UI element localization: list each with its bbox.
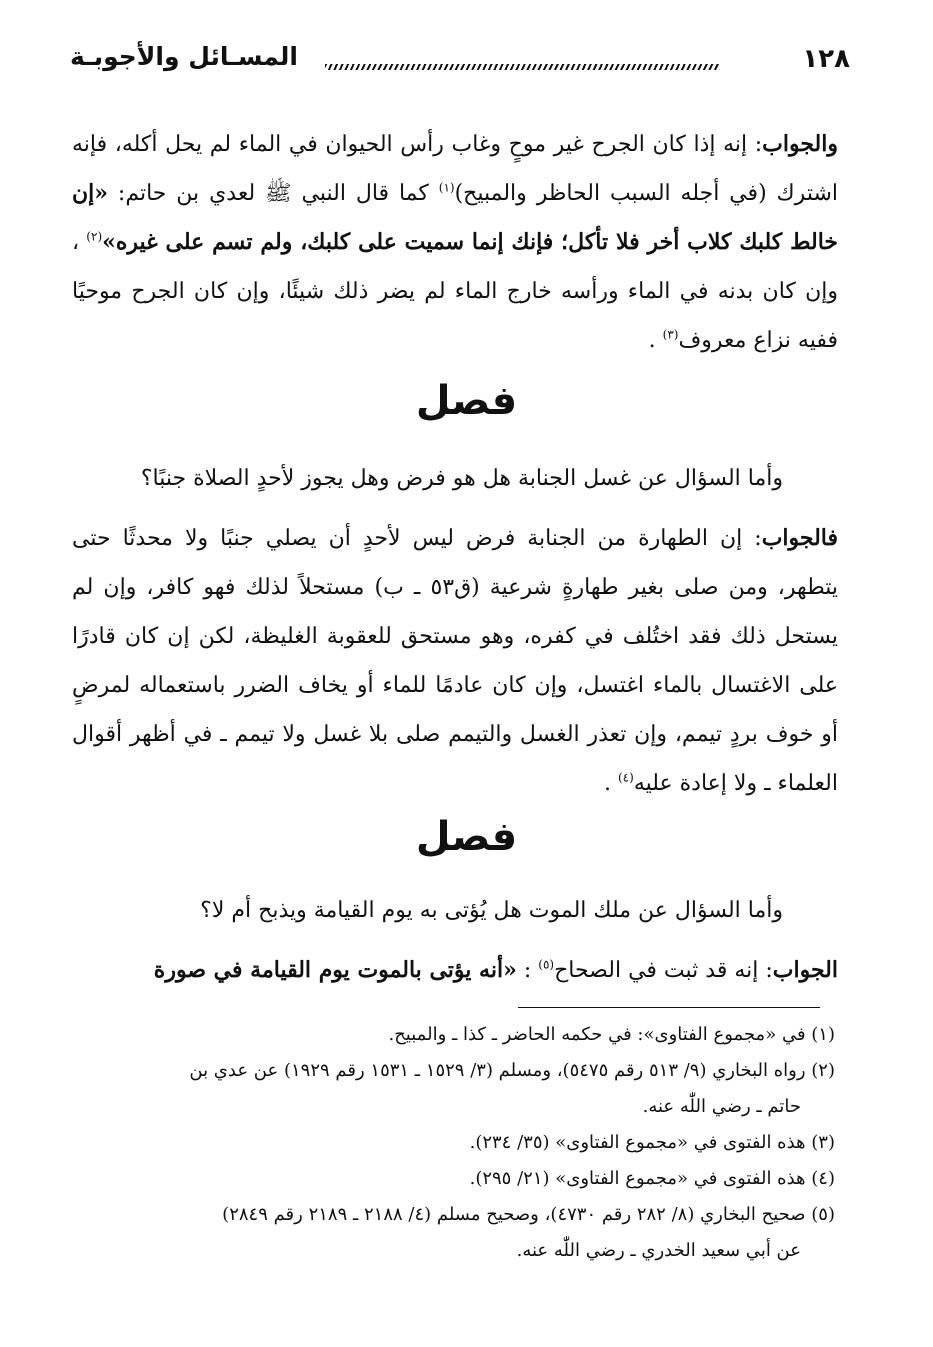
paragraph-text: . (603, 771, 618, 796)
footnotes-list (65, 1017, 835, 1269)
hadith-quote: «أنه يؤتى بالموت يوم القيامة في صورة (153, 957, 517, 983)
running-title: المسـائل والأجوبـة (70, 42, 299, 71)
footnote-ref-1[interactable]: (١) (438, 180, 455, 195)
footnote-item: (٣) هذه الفتوى في «مجموع الفتاوى» (٣٥/ ٢٣٤). (469, 1132, 835, 1153)
answer-paragraph-hunting (72, 120, 838, 365)
footnote-item: (٥) صحيح البخاري (٨/ ٢٨٢ رقم ٤٧٣٠)، وصحيح مسلم (٤/ ٢١٨٨ ـ ٢١٨٩ رقم ٢٨٤٩) (222, 1204, 835, 1225)
footnote-item-continuation: حاتم ـ رضي اللّٰه عنه. (642, 1096, 801, 1117)
paragraph-text: : (516, 958, 539, 983)
paragraph-text: : إنه إذا كان الجرح غير موحٍ وغاب رأس الحيوان في الماء لم يحل أكله، فإنه اشترك (في أجله السبب الحاظر والمبيح) (72, 132, 839, 206)
question-text: وأما السؤال عن غسل الجنابة هل هو فرض وهل يجوز لأحدٍ الصلاة جنبًا؟ (140, 466, 783, 491)
question-text: وأما السؤال عن ملك الموت هل يُؤتى به يوم القيامة ويذبح أم لا؟ (200, 898, 783, 923)
page-number: ١٢٨ (802, 44, 850, 74)
section-heading: فصل (415, 378, 518, 424)
paragraph-text: : إن الطهارة من الجنابة فرض ليس لأحدٍ أن يصلي جنبًا ولا محدثًا حتى يتطهر، ومن صلى بغير طهارةٍ شرعية (ق٥٣ ـ ب) مستحلاً لذلك فهو كافر، وإن لم يستحل ذلك فقد اختُلف في كفره، وهو مستحق للعقوبة الغليظة، لكن إن كان قادرًا على الاغتسال بالماء اغتسل، وإن كان عادمًا للماء أو يخاف الضرر باستعماله لمرضٍ أو خوف بردٍ تيمم، وإن تعذر الغسل والتيمم صلى بلا غسل ولا تيمم ـ في أظهر أقوال العلماء ـ ولا إعادة عليه (72, 526, 838, 796)
hadith-quote: «إن خالط كلبك كلاب أخر فلا تأكل؛ فإنك إنما سميت على كلبك، ولم تسم على غيره» (72, 180, 839, 255)
footnote-item: (٢) رواه البخاري (٩/ ٥١٣ رقم ٥٤٧٥)، ومسلم (٣/ ١٥٢٩ ـ ١٥٣١ رقم ١٩٢٩) عن عدي بن (189, 1060, 835, 1081)
footnote-item-continuation: عن أبي سعيد الخدري ـ رضي اللّٰه عنه. (516, 1240, 801, 1261)
footnote-item: (٤) هذه الفتوى في «مجموع الفتاوى» (٢١/ ٢٩٥). (469, 1168, 835, 1189)
paragraph-text: . (648, 328, 663, 353)
header-decorative-rule (325, 64, 720, 70)
page-header (70, 40, 850, 90)
answer-lead: الجواب (772, 957, 838, 983)
paragraph-text: : إنه قد ثبت في الصحاح (554, 958, 773, 983)
footnote-separator (518, 1007, 820, 1008)
answer-paragraph-death (72, 946, 838, 995)
answer-lead: فالجواب (761, 525, 838, 551)
footnote-ref-2[interactable]: (٢) (86, 229, 103, 244)
footnote-ref-5[interactable]: (٥) (538, 957, 555, 972)
answer-paragraph-janaba (72, 514, 838, 808)
answer-lead: والجواب (762, 131, 838, 157)
paragraph-text: ، وإن كان بدنه في الماء ورأسه خارج الماء لم يضر ذلك شيئًا، وإن كان الجرح موحيًا ففيه نزاع معروف (72, 230, 838, 353)
section-heading: فصل (415, 814, 518, 860)
paragraph-text: كما قال النبي ﷺ لعدي بن حاتم: (108, 181, 439, 206)
footnote-item: (١) في «مجموع الفتاوى»: في حكمه الحاضر ـ كذا ـ والمبيح. (388, 1024, 835, 1045)
footnote-ref-3[interactable]: (٣) (662, 327, 679, 342)
footnote-ref-4[interactable]: (٤) (617, 770, 634, 785)
